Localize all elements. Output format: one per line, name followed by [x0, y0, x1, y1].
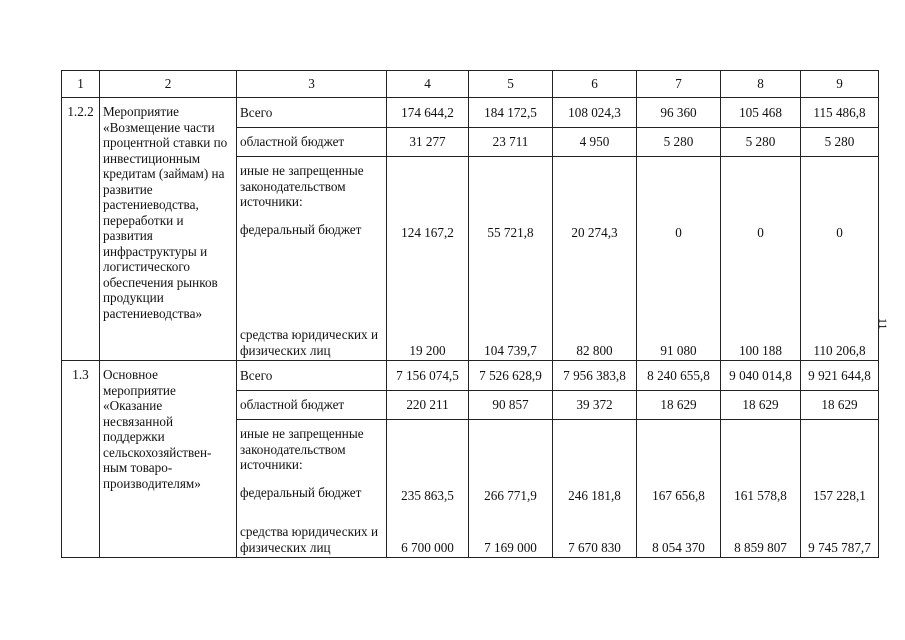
legal-value: 8 054 370 [652, 539, 705, 555]
value-cell: 115 486,8 [801, 98, 879, 128]
legal-value: 7 169 000 [484, 539, 537, 555]
federal-value: 0 [836, 225, 843, 240]
legal-value: 7 670 830 [568, 539, 621, 555]
sources-cell [237, 420, 387, 558]
value-cell: 39 372 [553, 391, 637, 420]
value-cell: 174 644,2 [387, 98, 469, 128]
value-cell: 184 172,5 [469, 98, 553, 128]
value-cell [637, 420, 721, 558]
header-cell: 6 [553, 71, 637, 98]
value-cell: 5 280 [637, 128, 721, 157]
federal-value: 124 167,2 [401, 225, 454, 240]
label-federal: федеральный бюджет [240, 221, 362, 237]
value-cell: 105 468 [721, 98, 801, 128]
legal-value: 104 739,7 [484, 342, 537, 358]
value-cell [387, 157, 469, 361]
sources-cell [237, 157, 387, 361]
value-cell: 108 024,3 [553, 98, 637, 128]
value-cell: 23 711 [469, 128, 553, 157]
legal-value: 82 800 [576, 342, 613, 358]
federal-value: 0 [675, 225, 682, 240]
value-cell: 90 857 [469, 391, 553, 420]
value-cell [801, 157, 879, 361]
value-cell: 18 629 [637, 391, 721, 420]
section-number: 1.3 [62, 361, 100, 558]
federal-value: 55 721,8 [487, 225, 534, 240]
label-legal-entities: средства юридических и физических лиц [240, 327, 379, 358]
federal-value: 246 181,8 [568, 488, 621, 503]
value-cell: 9 040 014,8 [721, 361, 801, 391]
section-title: Мероприятие «Возмещение части процентной ставки по инвестиционным кредитам (займам) на развитие растениеводства, переработки и развития инфраструктуры и логистического обеспечения рынков продукции растениеводства» [100, 98, 237, 361]
value-cell: 18 629 [721, 391, 801, 420]
federal-value: 235 863,5 [401, 488, 454, 503]
header-cell: 2 [100, 71, 237, 98]
header-cell: 4 [387, 71, 469, 98]
row-label: областной бюджет [237, 391, 387, 420]
table-row [62, 361, 879, 391]
header-row [62, 71, 879, 98]
federal-value: 266 771,9 [484, 488, 537, 503]
federal-value: 167 656,8 [652, 488, 705, 503]
value-cell: 5 280 [801, 128, 879, 157]
label-legal-entities: средства юридических и физических лиц [240, 524, 379, 555]
value-cell [553, 157, 637, 361]
row-label: Всего [237, 361, 387, 391]
value-cell: 5 280 [721, 128, 801, 157]
page-number: 11 [876, 318, 890, 330]
legal-value: 19 200 [409, 342, 446, 358]
header-cell: 5 [469, 71, 553, 98]
value-cell [469, 157, 553, 361]
label-other-sources: иные не запрещенные законодательством источники: [240, 426, 364, 472]
federal-value: 20 274,3 [571, 225, 618, 240]
legal-value: 110 206,8 [813, 342, 866, 358]
value-cell: 31 277 [387, 128, 469, 157]
value-cell [801, 420, 879, 558]
value-cell [721, 420, 801, 558]
legal-value: 100 188 [739, 342, 782, 358]
header-cell: 8 [721, 71, 801, 98]
federal-value: 161 578,8 [734, 488, 787, 503]
header-cell: 9 [801, 71, 879, 98]
value-cell: 7 956 383,8 [553, 361, 637, 391]
header-cell: 7 [637, 71, 721, 98]
value-cell [553, 420, 637, 558]
legal-value: 6 700 000 [401, 539, 454, 555]
header-cell: 1 [62, 71, 100, 98]
table-row [62, 98, 879, 128]
value-cell [469, 420, 553, 558]
value-cell: 18 629 [801, 391, 879, 420]
value-cell: 8 240 655,8 [637, 361, 721, 391]
federal-value: 157 228,1 [813, 488, 866, 503]
legal-value: 91 080 [660, 342, 697, 358]
section-number: 1.2.2 [62, 98, 100, 361]
legal-value: 9 745 787,7 [808, 539, 871, 555]
header-cell: 3 [237, 71, 387, 98]
row-label: областной бюджет [237, 128, 387, 157]
value-cell [721, 157, 801, 361]
section-title: Основное мероприятие «Оказание несвязанной поддержки сельскохозяйствен-ным товаро-производителям» [100, 361, 237, 558]
row-label: Всего [237, 98, 387, 128]
value-cell: 7 526 628,9 [469, 361, 553, 391]
value-cell [637, 157, 721, 361]
value-cell: 7 156 074,5 [387, 361, 469, 391]
budget-table [61, 70, 879, 558]
legal-value: 8 859 807 [734, 539, 787, 555]
label-other-sources: иные не запрещенные законодательством источники: [240, 163, 364, 209]
value-cell: 220 211 [387, 391, 469, 420]
value-cell: 9 921 644,8 [801, 361, 879, 391]
label-federal: федеральный бюджет [240, 484, 362, 500]
value-cell [387, 420, 469, 558]
value-cell: 96 360 [637, 98, 721, 128]
federal-value: 0 [757, 225, 764, 240]
value-cell: 4 950 [553, 128, 637, 157]
